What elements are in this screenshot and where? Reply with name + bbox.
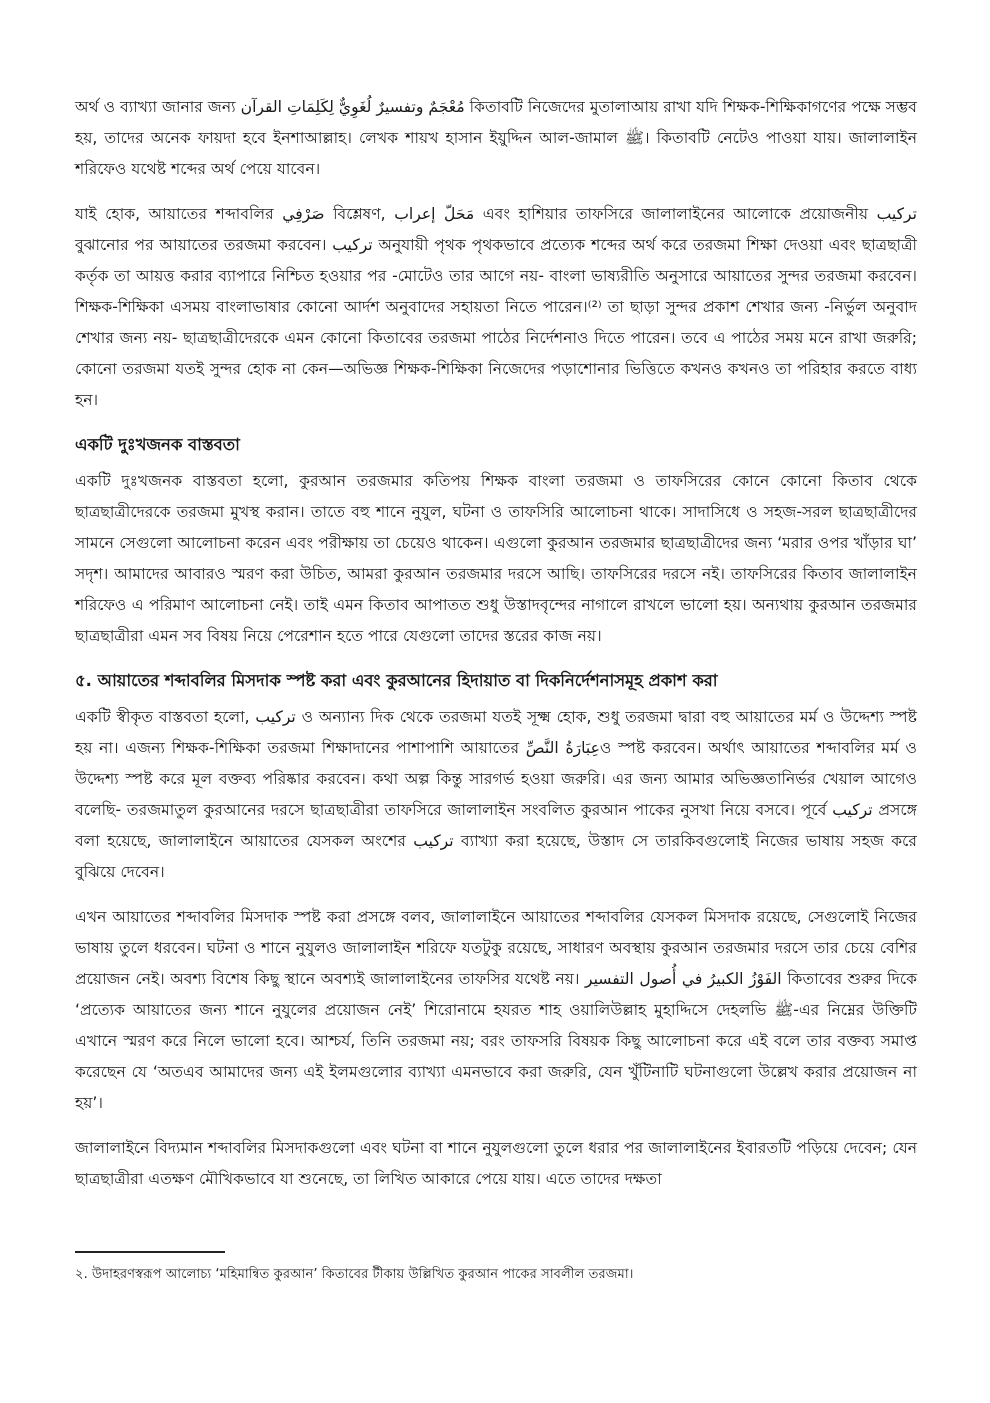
page-body [75, 92, 917, 1209]
paragraph-misdaq-3: জালালাইনে বিদ্যমান শব্দাবলির মিসদাকগুলো এবং ঘটনা বা শানে নুযুলগুলো তুলে ধরার পর জালালাইনের ইবারতটি পড়িয়ে দেবেন; যেন ছাত্রছাত্রীরা এতক্ষণ মৌখিকভাবে যা শুনেছে, তা লিখিত আকারে পেয়ে যায়। এতে তাদের দক্ষতা [75, 1139, 917, 1188]
paragraph-misdaq-1: একটি স্বীকৃত বাস্তবতা হলো, تركيب ও অন্যান্য দিক থেকে তরজমা যতই সূক্ষ্ম হোক, শুধু তরজমা দ্বারা বহু আয়াতের মর্ম ও উদ্দেশ্য স্পষ্ট হয় না। এজন্য শিক্ষক-শিক্ষিকা তরজমা শিক্ষাদানের পাশাপাশি আয়াতের عِبَارَةُ النَّصِّও স্পষ্ট করবেন। অর্থাৎ আয়াতের শব্দাবলির মর্ম ও উদ্দেশ্য স্পষ্ট করে মূল বক্তব্য পরিষ্কার করবেন। কথা অল্প কিন্তু সারগর্ভ হওয়া জরুরি। এর জন্য আমার অভিজ্ঞতানির্ভর খেয়াল আগেও বলেছি- তরজমাতুল কুরআনের দরসে ছাত্রছাত্রীরা তাফসিরে জালালাইন সংবলিত কুরআন পাকের নুসখা নিয়ে বসবে। পূর্বে تركيب প্রসঙ্গে বলা হয়েছে, জালালাইনে আয়াতের যেসকল অংশের تركيب ব্যাখ্যা করা হয়েছে, উস্তাদ সে তারকিবগুলোই নিজের ভাষায় সহজ করে বুঝিয়ে দেবেন। [75, 708, 917, 881]
section-heading-sad-reality: একটি দুঃখজনক বাস্তবতা [75, 435, 240, 454]
paragraph-intro: অর্থ ও ব্যাখ্যা জানার জন্য مُعْجَمٌ وتفسيرٌ لُغَوِيٌّ لِكَلِمَاتِ القرآن কিতাবটি নিজেদের মুতালাআয় রাখা যদি শিক্ষক-শিক্ষিকাগণের পক্ষে সম্ভব হয়, তাদের অনেক ফায়দা হবে ইনশাআল্লাহ। লেখক শায়খ হাসান ইয়ুদ্দিন আল-জামাল ﷺ। কিতাবটি নেটেও পাওয়া যায়। জালালাইন শরিফেও যথেষ্ট শব্দের অর্থ পেয়ে যাবেন। [75, 98, 918, 178]
paragraph-misdaq-2: এখন আয়াতের শব্দাবলির মিসদাক স্পষ্ট করা প্রসঙ্গে বলব, জালালাইনে আয়াতের শব্দাবলির যেসকল মিসদাক রয়েছে, সেগুলোই নিজের ভাষায় তুলে ধরবেন। ঘটনা ও শানে নুযুলও জালালাইন শরিফে যতটুকু রয়েছে, সাধারণ অবস্থায় কুরআন তরজমার দরসে তার চেয়ে বেশির প্রয়োজন নেই। অবশ্য বিশেষ কিছু স্থানে অবশ্যই জালালাইনের তাফসির যথেষ্ট নয়। الفَوْزُ الكبيرُ في أُصول التفسير কিতাবের শুরুর দিকে ‘প্রত্যেক আয়াতের জন্য শানে নুযুলের প্রয়োজন নেই’ শিরোনামে হযরত শাহ ওয়ালিউল্লাহ মুহাদ্দিসে দেহলভি ﷺ-এর নিম্নের উক্তিটি এখানে স্মরণ করে নিলে ভালো হবে। আশ্চর্য, তিনি তরজমা নয়; বরং তাফসরি বিষয়ক কিছু আলোচনা করে এই বলে তার বক্তব্য সমাপ্ত করেছেন যে ‘অতএব আমাদের জন্য এই ইলমগুলোর ব্যাখ্যা এমনভাবে করা জরুরি, যেন খুঁটিনাটি ঘটনাগুলো উল্লেখ করার প্রয়োজন না হয়’। [75, 908, 918, 1112]
paragraph-sad-reality: একটি দুঃখজনক বাস্তবতা হলো, কুরআন তরজমার কতিপয় শিক্ষক বাংলা তরজমা ও তাফসিরের কোনে কোনো কিতাব থেকে ছাত্রছাত্রীদেরকে তরজমা মুখস্থ করান। তাতে বহু শানে নুযুল, ঘটনা ও তাফসিরি আলোচনা থাকে। সাদাসিধে ও সহজ-সরল ছাত্রছাত্রীদের সামনে সেগুলো আলোচনা করেন এবং পরীক্ষায় তা চেয়েও থাকেন। এগুলো কুরআন তরজমার ছাত্রছাত্রীদের জন্য ‘মরার ওপর খাঁড়ার ঘা’ সদৃশ। আমাদের আবারও স্মরণ করা উচিত, আমরা কুরআন তরজমার দরসে আছি। তাফসিরের দরসে নই। তাফসিরের কিতাব জালালাইন শরিফেও এ পরিমাণ আলোচনা নেই। তাই এমন কিতাব আপাতত শুধু উস্তাদবৃন্দের নাগালে রাখলে ভালো হয়। অন্যথায় কুরআন তরজমার ছাত্রছাত্রীরা এমন সব বিষয় নিয়ে পেরেশান হতে পারে যেগুলো তাদের স্তরের কাজ নয়। [75, 472, 917, 645]
footnote-divider [75, 1251, 225, 1253]
section-heading-5: ৫. আয়াতের শব্দাবলির মিসদাক স্পষ্ট করা এবং কুরআনের হিদায়াত বা দিকনির্দেশনাসমূহ প্রকাশ করা [75, 671, 718, 690]
paragraph-tarkib: যাই হোক, আয়াতের শব্দাবলির صَرْفِي বিশ্লেষণ, مَحَلّ إعراب এবং হাশিয়ার তাফসিরে জালালাইনের আলোকে প্রয়োজনীয় تركيب বুঝানোর পর আয়াতের তরজমা করবেন। تركيب অনুযায়ী পৃথক পৃথকভাবে প্রত্যেক শব্দের অর্থ করে তরজমা শিক্ষা দেওয়া এবং ছাত্রছাত্রী কর্তৃক তা আয়ত্ত করার ব্যাপারে নিশ্চিত হওয়ার পর -মোটেও তার আগে নয়- বাংলা ভাষ্যরীতি অনুসারে আয়াতের সুন্দর তরজমা করবেন। শিক্ষক-শিক্ষিকা এসময় বাংলাভাষার কোনো আর্দশ অনুবাদের সহায়তা নিতে পারেন।⁽²⁾ তা ছাড়া সুন্দর প্রকাশ শেখার জন্য -নির্ভুল অনুবাদ শেখার জন্য নয়- ছাত্রছাত্রীদেরকে এমন কোনো কিতাবের তরজমা পাঠের নির্দেশনাও দিতে পারেন। তবে এ পাঠের সময় মনে রাখা জরুরি; কোনো তরজমা যতই সুন্দর হোক না কেন—অভিজ্ঞ শিক্ষক-শিক্ষিকা নিজেদের পড়াশোনার ভিত্তিতে কখনও কখনও তা পরিহার করতে বাধ্য হন। [75, 205, 917, 409]
footnote: ২. উদাহরণস্বরূপ আলোচ্য ‘মহিমান্বিত কুরআন’ কিতাবের টীকায় উল্লিখিত কুরআন পাকের সাবলীল তরজমা। [75, 1267, 634, 1282]
